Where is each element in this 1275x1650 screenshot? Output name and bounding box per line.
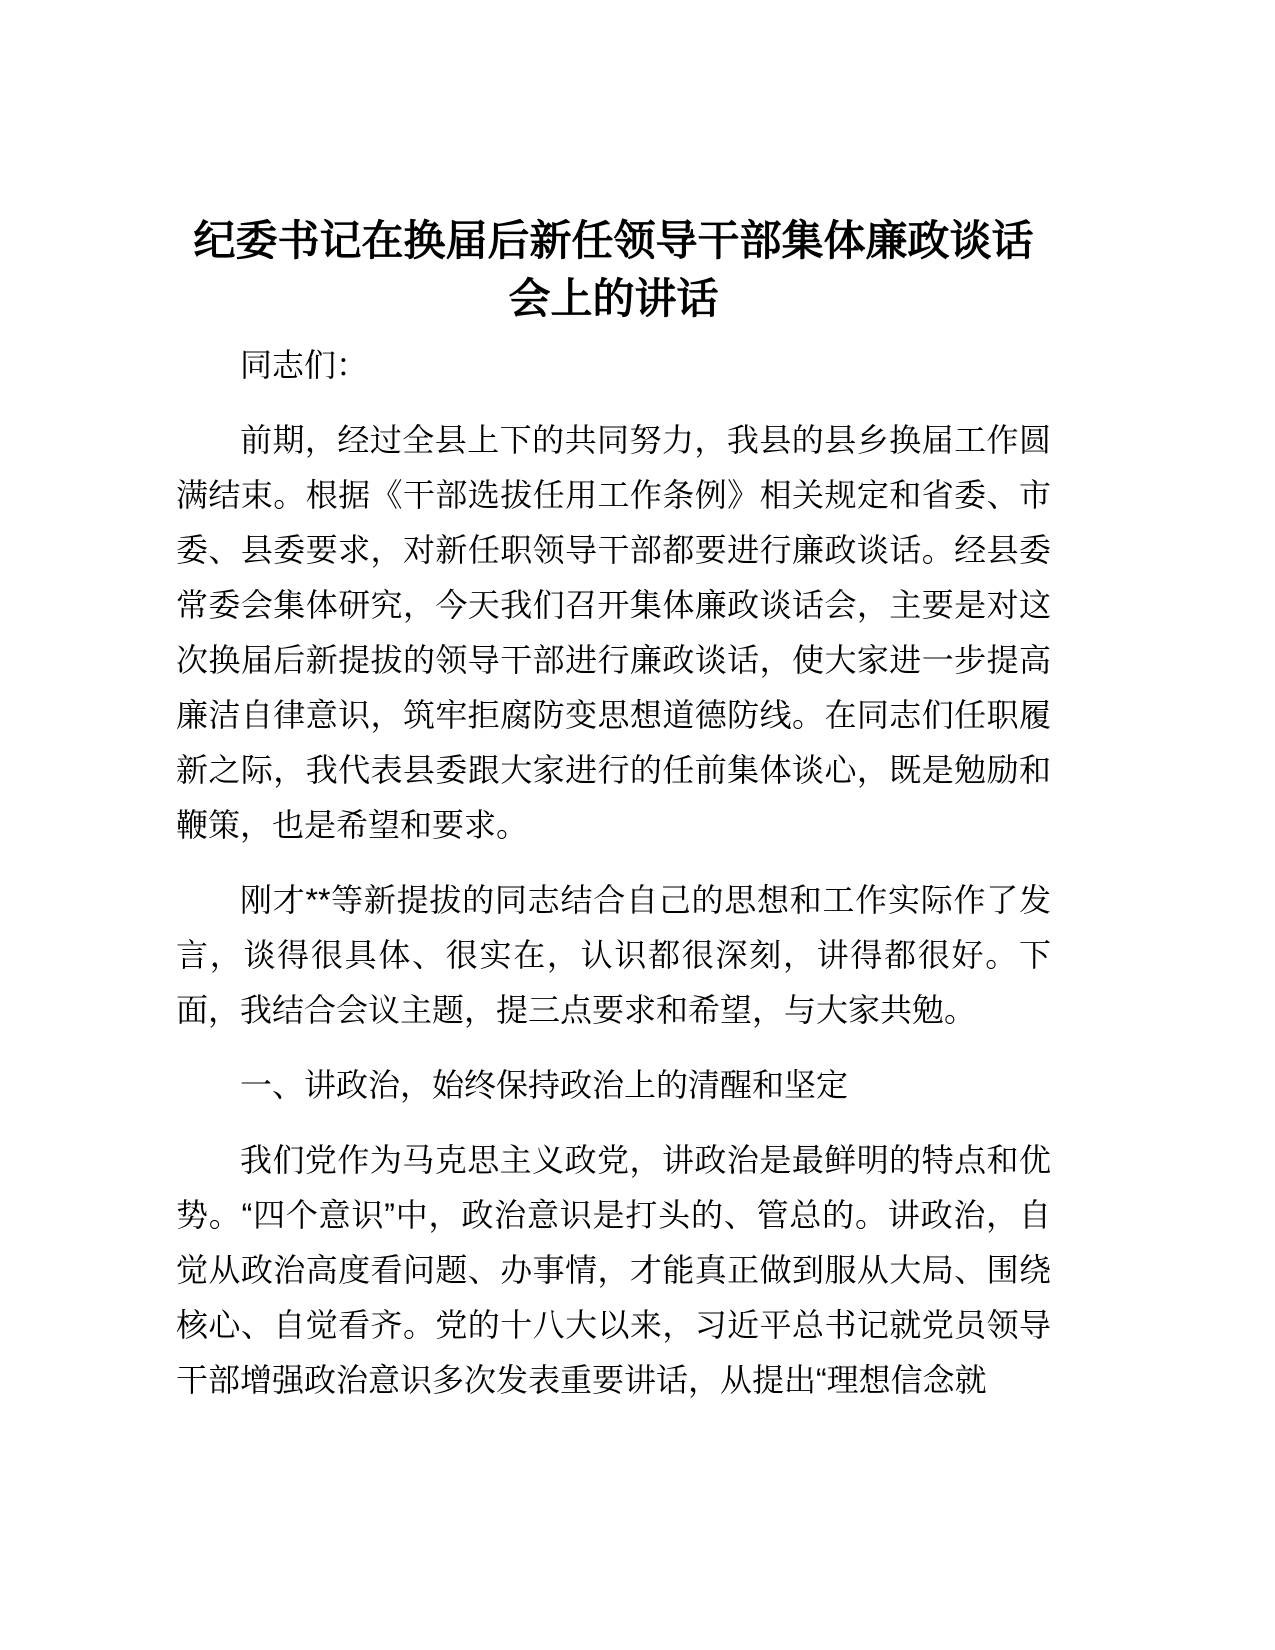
document-title: 纪委书记在换届后新任领导干部集体廉政谈话会上的讲话 (193, 217, 1034, 322)
paragraph-3: 我们党作为马克思主义政党，讲政治是最鲜明的特点和优势。“四个意识”中，政治意识是打头的、管总的。讲政治，自觉从政治高度看问题、办事情，才能真正做到服从大局、围绕核心、自觉看齐。党的十八大以来，习近平总书记就党员领导干部增强政治意识多次发表重要讲话，从提出“理想信念就 (176, 1142, 1051, 1398)
section-heading-1: 一、讲政治，始终保持政治上的清醒和坚定 (240, 1067, 849, 1103)
salutation: 同志们： (240, 347, 369, 383)
paragraph-2: 刚才**等新提拔的同志结合自己的思想和工作实际作了发言，谈得很具体、很实在，认识都很深刻，讲得都很好。下面，我结合会议主题，提三点要求和希望，与大家共勉。 (176, 882, 1051, 1028)
paragraph-1: 前期，经过全县上下的共同努力，我县的县乡换届工作圆满结束。根据《干部选拔任用工作条例》相关规定和省委、市委、县委要求，对新任职领导干部都要进行廉政谈话。经县委常委会集体研究，今天我们召开集体廉政谈话会，主要是对这次换届后新提拔的领导干部进行廉政谈话，使大家进一步提高廉洁自律意识，筑牢拒腐防变思想道德防线。在同志们任职履新之际，我代表县委跟大家进行的任前集体谈心，既是勉励和鞭策，也是希望和要求。 (176, 422, 1051, 843)
